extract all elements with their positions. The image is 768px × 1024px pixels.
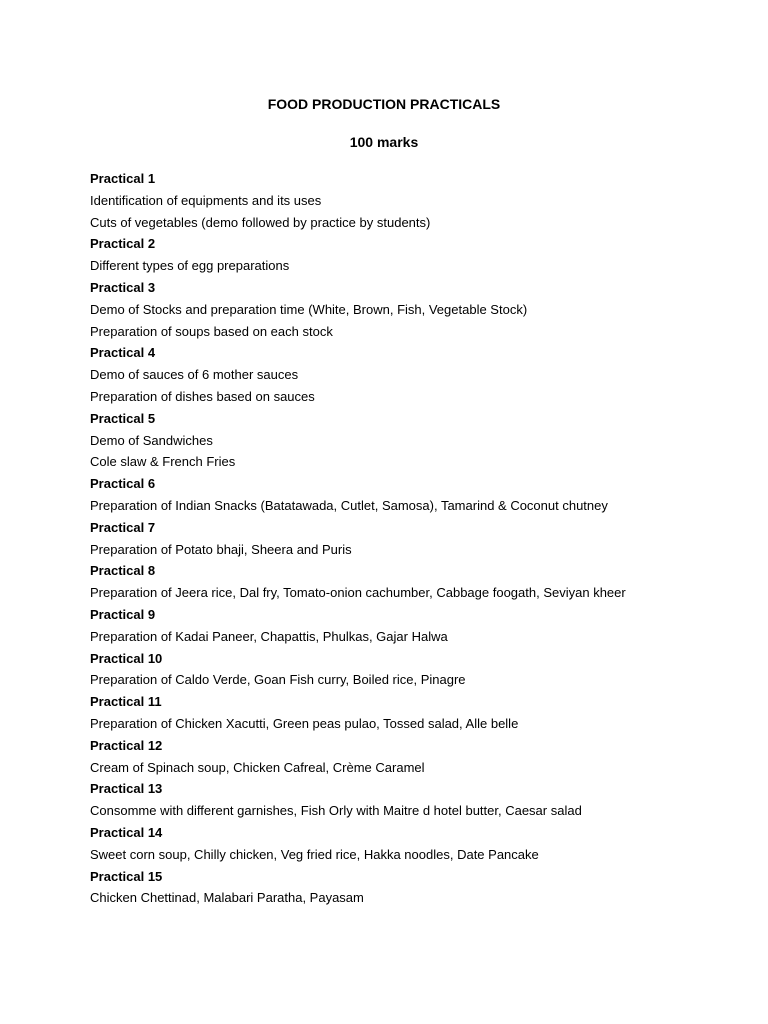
practical-heading: Practical 3 [90, 279, 156, 295]
practical-heading: Practical 4 [90, 345, 156, 361]
practical-item: Preparation of Indian Snacks (Batatawada, Cutlet, Samosa), Tamarind & Coconut chutney [90, 497, 608, 513]
practical-item: Preparation of Jeera rice, Dal fry, Tomato-onion cachumber, Cabbage foogath, Seviyan kheer [90, 585, 626, 601]
practical-item: Identification of equipments and its uses [90, 192, 322, 208]
practical-item: Preparation of Chicken Xacutti, Green peas pulao, Tossed salad, Alle belle [90, 715, 519, 731]
practical-heading: Practical 6 [90, 476, 156, 492]
practical-heading: Practical 14 [90, 824, 163, 840]
practical-heading: Practical 2 [90, 236, 156, 252]
practical-item: Chicken Chettinad, Malabari Paratha, Payasam [90, 890, 364, 906]
practical-heading: Practical 15 [90, 868, 163, 884]
practical-heading: Practical 5 [90, 410, 156, 426]
practical-heading: Practical 13 [90, 781, 163, 797]
practical-item: Consomme with different garnishes, Fish Orly with Maitre d hotel butter, Caesar salad [90, 803, 582, 819]
practical-item: Cream of Spinach soup, Chicken Cafreal, Crème Caramel [90, 759, 425, 775]
practical-heading: Practical 7 [90, 519, 156, 535]
practical-item: Demo of sauces of 6 mother sauces [90, 367, 299, 383]
document-title: FOOD PRODUCTION PRACTICALS [267, 96, 501, 112]
practical-heading: Practical 10 [90, 650, 163, 666]
marks-heading: 100 marks [349, 134, 419, 150]
practical-heading: Practical 8 [90, 563, 156, 579]
practical-heading: Practical 9 [90, 606, 156, 622]
practical-item: Preparation of Caldo Verde, Goan Fish curry, Boiled rice, Pinagre [90, 672, 466, 688]
practical-item: Different types of egg preparations [90, 258, 290, 274]
practicals-list [90, 168, 750, 909]
practical-item: Preparation of Kadai Paneer, Chapattis, Phulkas, Gajar Halwa [90, 628, 448, 644]
practical-item: Cole slaw & French Fries [90, 454, 236, 470]
practical-item: Cuts of vegetables (demo followed by practice by students) [90, 214, 431, 230]
practical-item: Preparation of dishes based on sauces [90, 388, 315, 404]
practical-heading: Practical 12 [90, 737, 163, 753]
practical-item: Demo of Sandwiches [90, 432, 213, 448]
practical-item: Preparation of soups based on each stock [90, 323, 333, 339]
practical-item: Demo of Stocks and preparation time (White, Brown, Fish, Vegetable Stock) [90, 301, 528, 317]
practical-item: Sweet corn soup, Chilly chicken, Veg fried rice, Hakka noodles, Date Pancake [90, 846, 539, 862]
practical-item: Preparation of Potato bhaji, Sheera and Puris [90, 541, 352, 557]
practical-heading: Practical 11 [90, 694, 162, 710]
practical-heading: Practical 1 [90, 171, 156, 186]
